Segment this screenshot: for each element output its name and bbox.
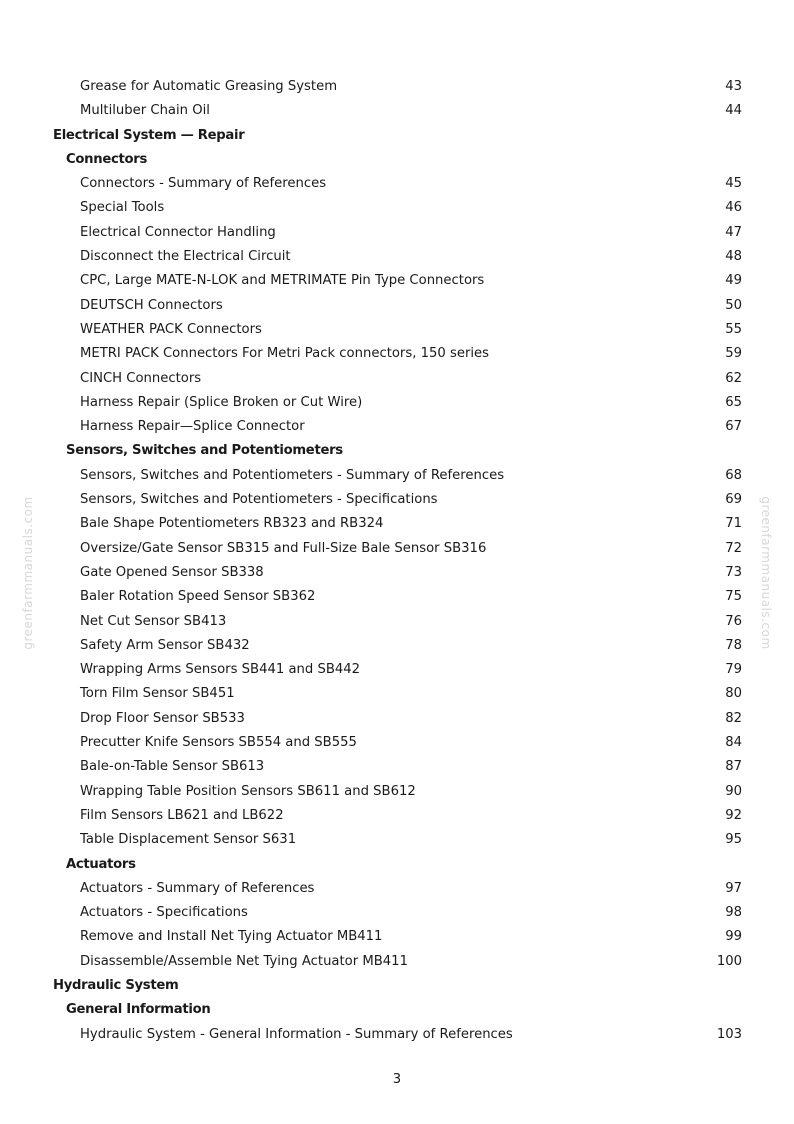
toc-entry (0, 415, 794, 439)
toc-entry (0, 610, 794, 634)
toc-entry (0, 464, 794, 488)
toc-subsection-heading (0, 148, 794, 172)
toc-entry-page: 76 (725, 613, 742, 629)
toc-entry (0, 1023, 794, 1047)
toc-subsection-heading (0, 998, 794, 1022)
toc-entry (0, 269, 794, 293)
toc-entry-title: Special Tools (80, 200, 165, 216)
toc-entry-title: Table Displacement Sensor S631 (80, 832, 297, 848)
toc-entry (0, 634, 794, 658)
toc-entry (0, 221, 794, 245)
toc-entry (0, 537, 794, 561)
toc-entry-title: CINCH Connectors (80, 370, 202, 386)
toc-entry-page: 90 (725, 783, 742, 799)
toc-entry-page: 100 (716, 953, 742, 969)
toc-entry (0, 950, 794, 974)
toc-entry-page: 103 (716, 1026, 742, 1042)
toc-entry-page: 92 (725, 807, 742, 823)
toc-entry-title: Hydraulic System - General Information - Summary of References (80, 1026, 513, 1042)
toc-entry-title: Sensors, Switches and Potentiometers - Specifications (80, 492, 438, 508)
toc-entry-page: 87 (725, 759, 742, 775)
toc-entry-title: Remove and Install Net Tying Actuator MB411 (80, 929, 383, 945)
toc-entry-page: 47 (725, 224, 742, 240)
toc-entry-page: 43 (725, 79, 742, 94)
toc-subsection-heading (0, 853, 794, 877)
toc-entry-title: WEATHER PACK Connectors (80, 321, 262, 337)
page-number: 3 (392, 1072, 402, 1087)
toc-entry-title: Disassemble/Assemble Net Tying Actuator MB411 (80, 953, 408, 969)
toc-entry-page: 45 (725, 176, 742, 192)
toc-entry-page: 69 (725, 492, 742, 508)
toc-entry (0, 318, 794, 342)
toc-entry-page: 44 (725, 103, 742, 119)
toc-entry (0, 682, 794, 706)
toc-entry-page: 97 (725, 880, 742, 896)
toc-entry-title: Wrapping Table Position Sensors SB611 and SB612 (80, 783, 416, 799)
toc-entry (0, 877, 794, 901)
toc-entry-page: 72 (725, 540, 742, 556)
toc-entry (0, 585, 794, 609)
toc-entry-title: Connectors (66, 151, 147, 167)
toc-entry-title: Electrical System — Repair (53, 127, 245, 143)
toc-entry-page: 80 (725, 686, 742, 702)
toc-entry-title: Gate Opened Sensor SB338 (80, 564, 264, 580)
toc-entry-title: General Information (66, 1002, 211, 1018)
toc-entry-title: Hydraulic System (53, 977, 179, 993)
toc-entry (0, 294, 794, 318)
toc-entry-page: 73 (725, 564, 742, 580)
toc-entry-page: 67 (725, 419, 742, 435)
toc-entry-title: METRI PACK Connectors For Metri Pack connectors, 150 series (80, 346, 490, 362)
toc-subsection-heading (0, 439, 794, 463)
toc-entry-title: Grease for Automatic Greasing System (80, 79, 338, 94)
toc-entry-title: Bale Shape Potentiometers RB323 and RB324 (80, 516, 384, 532)
toc-entry (0, 828, 794, 852)
toc-entry-title: Baler Rotation Speed Sensor SB362 (80, 589, 316, 605)
toc-section-heading (0, 124, 794, 148)
toc-entry-title: Harness Repair—Splice Connector (80, 419, 305, 435)
toc-entry (0, 731, 794, 755)
toc-entry-page: 71 (725, 516, 742, 532)
toc-entry-title: Sensors, Switches and Potentiometers (66, 443, 343, 459)
toc-entry-page: 50 (725, 297, 742, 313)
toc-entry (0, 755, 794, 779)
toc-entry (0, 804, 794, 828)
toc-entry (0, 561, 794, 585)
toc-entry (0, 707, 794, 731)
toc-entry-page: 82 (725, 710, 742, 726)
toc-entry-page: 59 (725, 346, 742, 362)
toc-entry (0, 488, 794, 512)
toc-entry (0, 925, 794, 949)
toc-entry-page: 84 (725, 735, 742, 751)
toc-entry (0, 780, 794, 804)
toc-entry-title: Sensors, Switches and Potentiometers - Summary of References (80, 467, 505, 483)
toc-entry (0, 75, 794, 99)
toc-entry (0, 658, 794, 682)
table-of-contents (0, 75, 794, 1047)
watermark-left: greenfarmmanuals.com (21, 496, 35, 650)
toc-entry (0, 901, 794, 925)
toc-entry-title: Precutter Knife Sensors SB554 and SB555 (80, 735, 357, 751)
toc-entry-page: 48 (725, 249, 742, 265)
toc-entry-page: 79 (725, 662, 742, 678)
toc-entry-title: CPC, Large MATE-N-LOK and METRIMATE Pin Type Connectors (80, 273, 485, 289)
toc-entry-title: Electrical Connector Handling (80, 224, 276, 240)
toc-entry-title: Film Sensors LB621 and LB622 (80, 807, 284, 823)
toc-entry-title: Drop Floor Sensor SB533 (80, 710, 245, 726)
toc-entry-title: Torn Film Sensor SB451 (80, 686, 235, 702)
toc-entry-title: Multiluber Chain Oil (80, 103, 210, 119)
toc-entry (0, 245, 794, 269)
toc-entry-title: Connectors - Summary of References (80, 176, 327, 192)
toc-entry (0, 367, 794, 391)
toc-entry-page: 49 (725, 273, 742, 289)
toc-entry-title: Disconnect the Electrical Circuit (80, 249, 291, 265)
toc-entry-page: 46 (725, 200, 742, 216)
toc-entry-page: 68 (725, 467, 742, 483)
toc-entry-title: Net Cut Sensor SB413 (80, 613, 227, 629)
watermark-right: greenfarmmanuals.com (759, 496, 773, 650)
toc-entry (0, 196, 794, 220)
toc-entry-page: 62 (725, 370, 742, 386)
toc-entry-title: Safety Arm Sensor SB432 (80, 637, 250, 653)
toc-entry (0, 342, 794, 366)
toc-entry-title: Bale-on-Table Sensor SB613 (80, 759, 265, 775)
toc-entry-title: Actuators (66, 856, 136, 872)
toc-entry-title: Actuators - Specifications (80, 905, 248, 921)
toc-entry-title: Actuators - Summary of References (80, 880, 315, 896)
toc-section-heading (0, 974, 794, 998)
toc-entry-title: Harness Repair (Splice Broken or Cut Wire) (80, 394, 363, 410)
toc-entry (0, 391, 794, 415)
toc-entry-page: 99 (725, 929, 742, 945)
toc-entry-title: Oversize/Gate Sensor SB315 and Full-Size Bale Sensor SB316 (80, 540, 487, 556)
toc-entry-page: 95 (725, 832, 742, 848)
toc-entry (0, 99, 794, 123)
toc-entry-page: 78 (725, 637, 742, 653)
toc-entry-page: 75 (725, 589, 742, 605)
toc-entry-title: Wrapping Arms Sensors SB441 and SB442 (80, 662, 361, 678)
toc-entry (0, 172, 794, 196)
toc-entry-title: DEUTSCH Connectors (80, 297, 223, 313)
toc-entry-page: 55 (725, 321, 742, 337)
toc-entry (0, 512, 794, 536)
toc-entry-page: 98 (725, 905, 742, 921)
toc-entry-page: 65 (725, 394, 742, 410)
